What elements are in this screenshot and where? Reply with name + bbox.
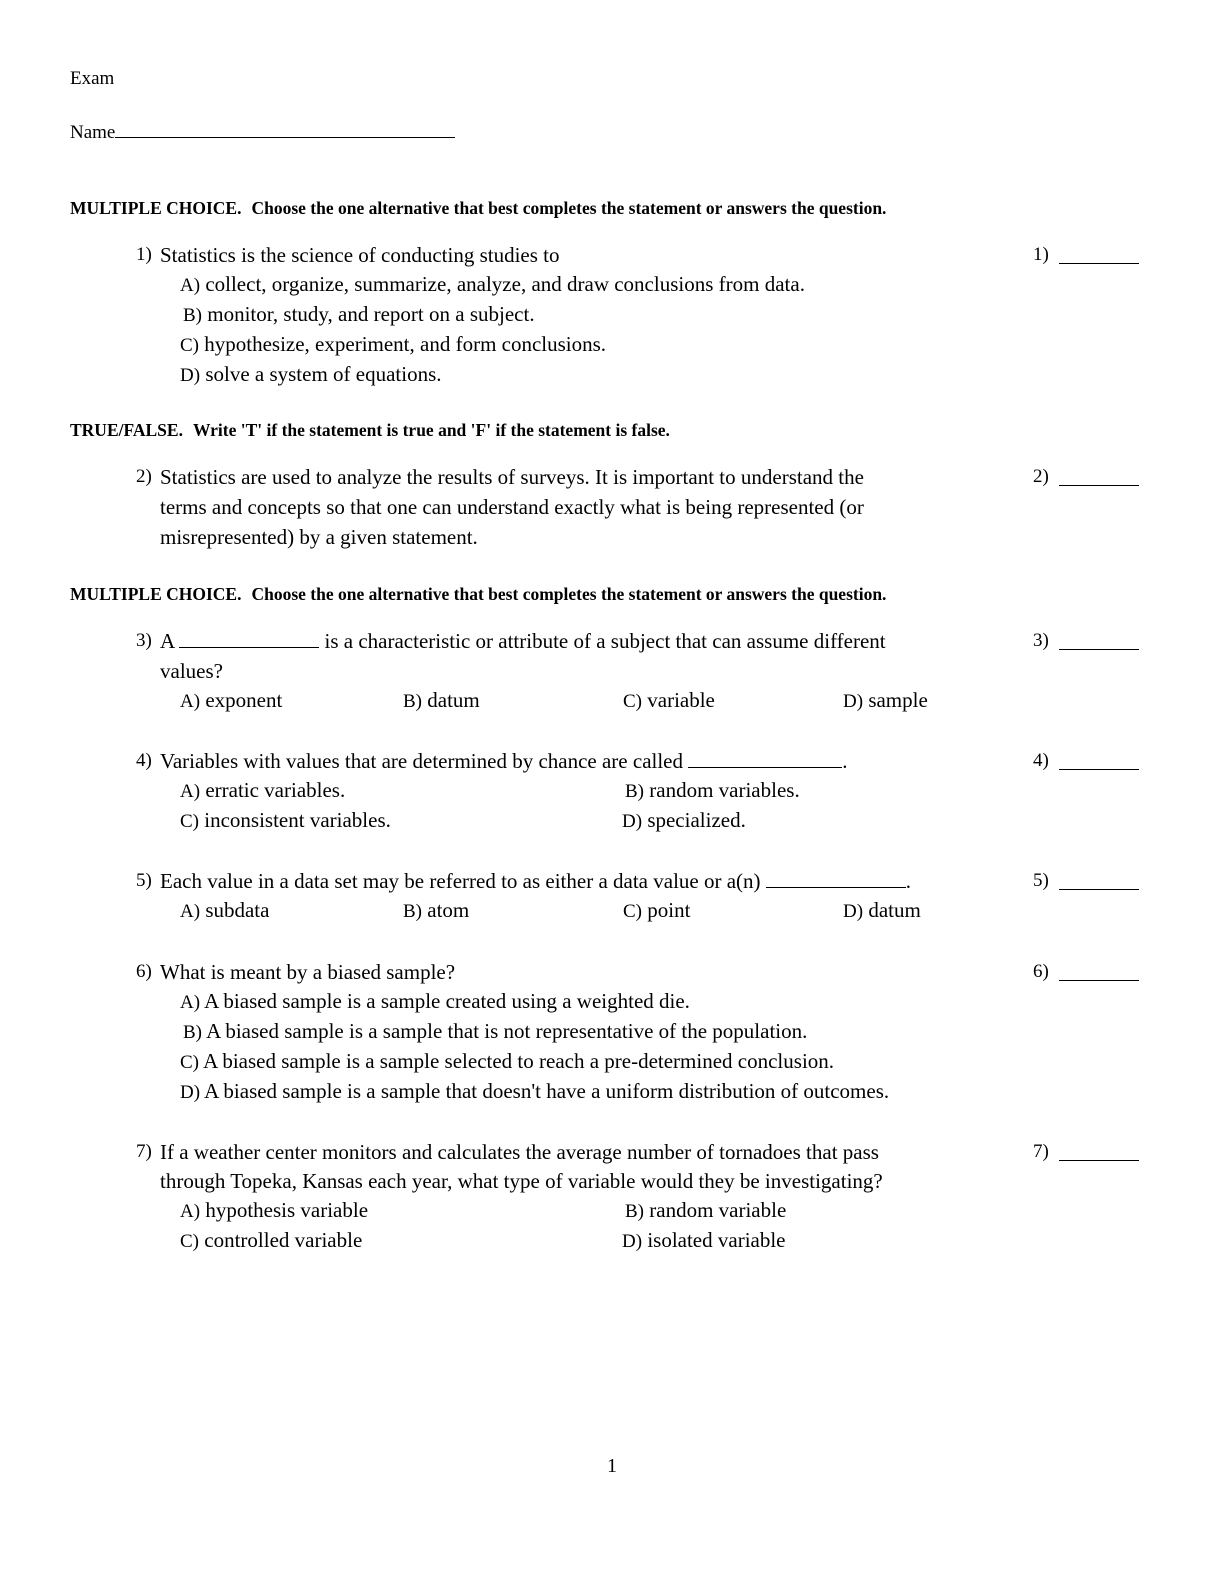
stem-after-blank: . [905, 869, 912, 893]
question-number: 3) [136, 630, 152, 651]
fill-in-blank [766, 867, 906, 888]
option-text: variable [647, 688, 715, 712]
option-c[interactable] [180, 329, 606, 361]
stem-before-blank: Each value in a data set may be referred to as either a data value or a(n) [160, 869, 761, 893]
section-instruction: Write 'T' if the statement is true and 'F' if the statement is false. [192, 420, 670, 440]
answer-number: 7) [1033, 1141, 1049, 1162]
answer-number: 2) [1033, 466, 1049, 487]
option-letter: A) [180, 901, 201, 922]
option-c[interactable] [180, 805, 391, 837]
option-letter: B) [403, 901, 422, 922]
name-blank[interactable] [115, 119, 455, 138]
option-letter: C) [623, 691, 642, 712]
option-letter: C) [180, 1052, 199, 1073]
option-text: inconsistent variables. [204, 808, 391, 832]
option-d[interactable] [843, 685, 928, 717]
name-field[interactable] [70, 119, 455, 144]
option-b[interactable] [625, 1195, 786, 1227]
section-title: MULTIPLE CHOICE. [70, 198, 242, 218]
stem-after-blank: . [842, 749, 848, 773]
option-text: solve a system of equations. [205, 362, 442, 386]
option-text: datum [427, 688, 480, 712]
option-b[interactable] [183, 1016, 807, 1048]
section-header-true-false [70, 420, 670, 441]
answer-blank[interactable] [1059, 952, 1139, 981]
option-b[interactable] [403, 685, 480, 717]
question-stem-line-1 [160, 866, 911, 896]
option-text: A biased sample is a sample selected to reach a pre-determined conclusion. [203, 1049, 835, 1073]
answer-number: 6) [1033, 961, 1049, 982]
answer-blank[interactable] [1059, 861, 1139, 890]
option-text: specialized. [647, 808, 746, 832]
page-number: 1 [607, 1455, 617, 1477]
option-c[interactable] [180, 1046, 834, 1078]
option-text: monitor, study, and report on a subject. [207, 302, 535, 326]
question-stem-line-3: misrepresented) by a given statement. [160, 525, 478, 549]
option-a[interactable] [180, 895, 269, 927]
option-text: exponent [205, 688, 283, 712]
question-stem-line-1: Statistics are used to analyze the results of surveys. It is important to understand the [160, 465, 864, 489]
question-number: 1) [136, 244, 152, 265]
option-d[interactable] [180, 1076, 889, 1108]
option-text: collect, organize, summarize, analyze, and draw conclusions from data. [205, 272, 805, 296]
option-text: A biased sample is a sample that is not representative of the population. [206, 1019, 808, 1043]
question-stem-line-1 [160, 746, 848, 776]
option-letter: A) [180, 992, 201, 1013]
option-letter: B) [403, 691, 422, 712]
option-d[interactable] [180, 359, 442, 391]
answer-number: 4) [1033, 750, 1049, 771]
option-text: A biased sample is a sample that doesn't have a uniform distribution of outcomes. [204, 1079, 890, 1103]
option-text: datum [868, 898, 921, 922]
question-stem-line-1 [160, 626, 886, 656]
question-stem-line-1: If a weather center monitors and calculates the average number of tornadoes that pass [160, 1140, 879, 1164]
option-letter: B) [183, 1022, 202, 1043]
option-text: random variable [649, 1198, 787, 1222]
option-text: isolated variable [647, 1228, 786, 1252]
fill-in-blank [179, 627, 319, 648]
option-text: point [647, 898, 691, 922]
option-a[interactable] [180, 269, 805, 301]
question-stem-line-2: values? [160, 659, 223, 683]
option-letter: D) [180, 365, 201, 386]
question-number: 4) [136, 750, 152, 771]
option-letter: D) [843, 691, 864, 712]
option-letter: C) [180, 1231, 199, 1252]
option-d[interactable] [622, 1225, 786, 1257]
option-a[interactable] [180, 775, 345, 807]
option-d[interactable] [843, 895, 921, 927]
answer-blank[interactable] [1059, 1132, 1139, 1161]
option-text: subdata [205, 898, 270, 922]
question-number: 2) [136, 466, 152, 487]
name-label: Name [70, 122, 116, 143]
option-letter: A) [180, 1201, 201, 1222]
question-number: 5) [136, 870, 152, 891]
option-letter: B) [183, 305, 202, 326]
option-b[interactable] [183, 299, 535, 331]
answer-number: 1) [1033, 244, 1049, 265]
option-letter: D) [843, 901, 864, 922]
option-c[interactable] [623, 685, 715, 717]
option-text: controlled variable [204, 1228, 363, 1252]
section-header-multiple-choice-1 [70, 198, 886, 219]
option-letter: A) [180, 691, 201, 712]
stem-after-blank: is a characteristic or attribute of a subject that can assume different [324, 629, 886, 653]
option-letter: B) [625, 1201, 644, 1222]
option-letter: D) [622, 1231, 643, 1252]
question-stem-line-2: through Topeka, Kansas each year, what type of variable would they be investigating? [160, 1169, 883, 1193]
answer-blank[interactable] [1059, 741, 1139, 770]
option-text: erratic variables. [205, 778, 346, 802]
option-d[interactable] [622, 805, 746, 837]
answer-number: 3) [1033, 630, 1049, 651]
fill-in-blank [688, 747, 842, 768]
question-stem-line-2: terms and concepts so that one can understand exactly what is being represented (or [160, 495, 864, 519]
question-number: 6) [136, 961, 152, 982]
option-text: hypothesize, experiment, and form conclusions. [204, 332, 607, 356]
section-header-multiple-choice-2 [70, 584, 886, 605]
section-instruction: Choose the one alternative that best completes the statement or answers the question. [251, 584, 887, 604]
option-text: sample [868, 688, 928, 712]
option-a[interactable] [180, 1195, 368, 1227]
option-letter: B) [625, 781, 644, 802]
option-b[interactable] [403, 895, 469, 927]
option-letter: D) [180, 1082, 201, 1103]
answer-blank[interactable] [1059, 235, 1139, 264]
exam-title: Exam [70, 68, 115, 89]
option-text: hypothesis variable [205, 1198, 369, 1222]
option-letter: D) [622, 811, 643, 832]
answer-number: 5) [1033, 870, 1049, 891]
option-c[interactable] [623, 895, 690, 927]
option-c[interactable] [180, 1225, 362, 1257]
section-title: TRUE/FALSE. [70, 420, 183, 440]
stem-before-blank: A [160, 629, 175, 653]
option-text: random variables. [649, 778, 800, 802]
section-instruction: Choose the one alternative that best completes the statement or answers the question. [251, 198, 887, 218]
option-b[interactable] [625, 775, 800, 807]
option-text: A biased sample is a sample created using a weighted die. [204, 989, 690, 1013]
question-stem: Statistics is the science of conducting studies to [160, 243, 560, 267]
option-letter: A) [180, 275, 201, 296]
option-text: atom [427, 898, 470, 922]
option-a[interactable] [180, 685, 282, 717]
option-letter: A) [180, 781, 201, 802]
option-letter: C) [623, 901, 642, 922]
stem-before-blank: Variables with values that are determined by chance are called [160, 749, 684, 773]
question-stem: What is meant by a biased sample? [160, 960, 456, 984]
answer-blank[interactable] [1059, 457, 1139, 486]
section-title: MULTIPLE CHOICE. [70, 584, 242, 604]
question-number: 7) [136, 1141, 152, 1162]
option-letter: C) [180, 811, 199, 832]
option-a[interactable] [180, 986, 690, 1018]
answer-blank[interactable] [1059, 621, 1139, 650]
option-letter: C) [180, 335, 199, 356]
